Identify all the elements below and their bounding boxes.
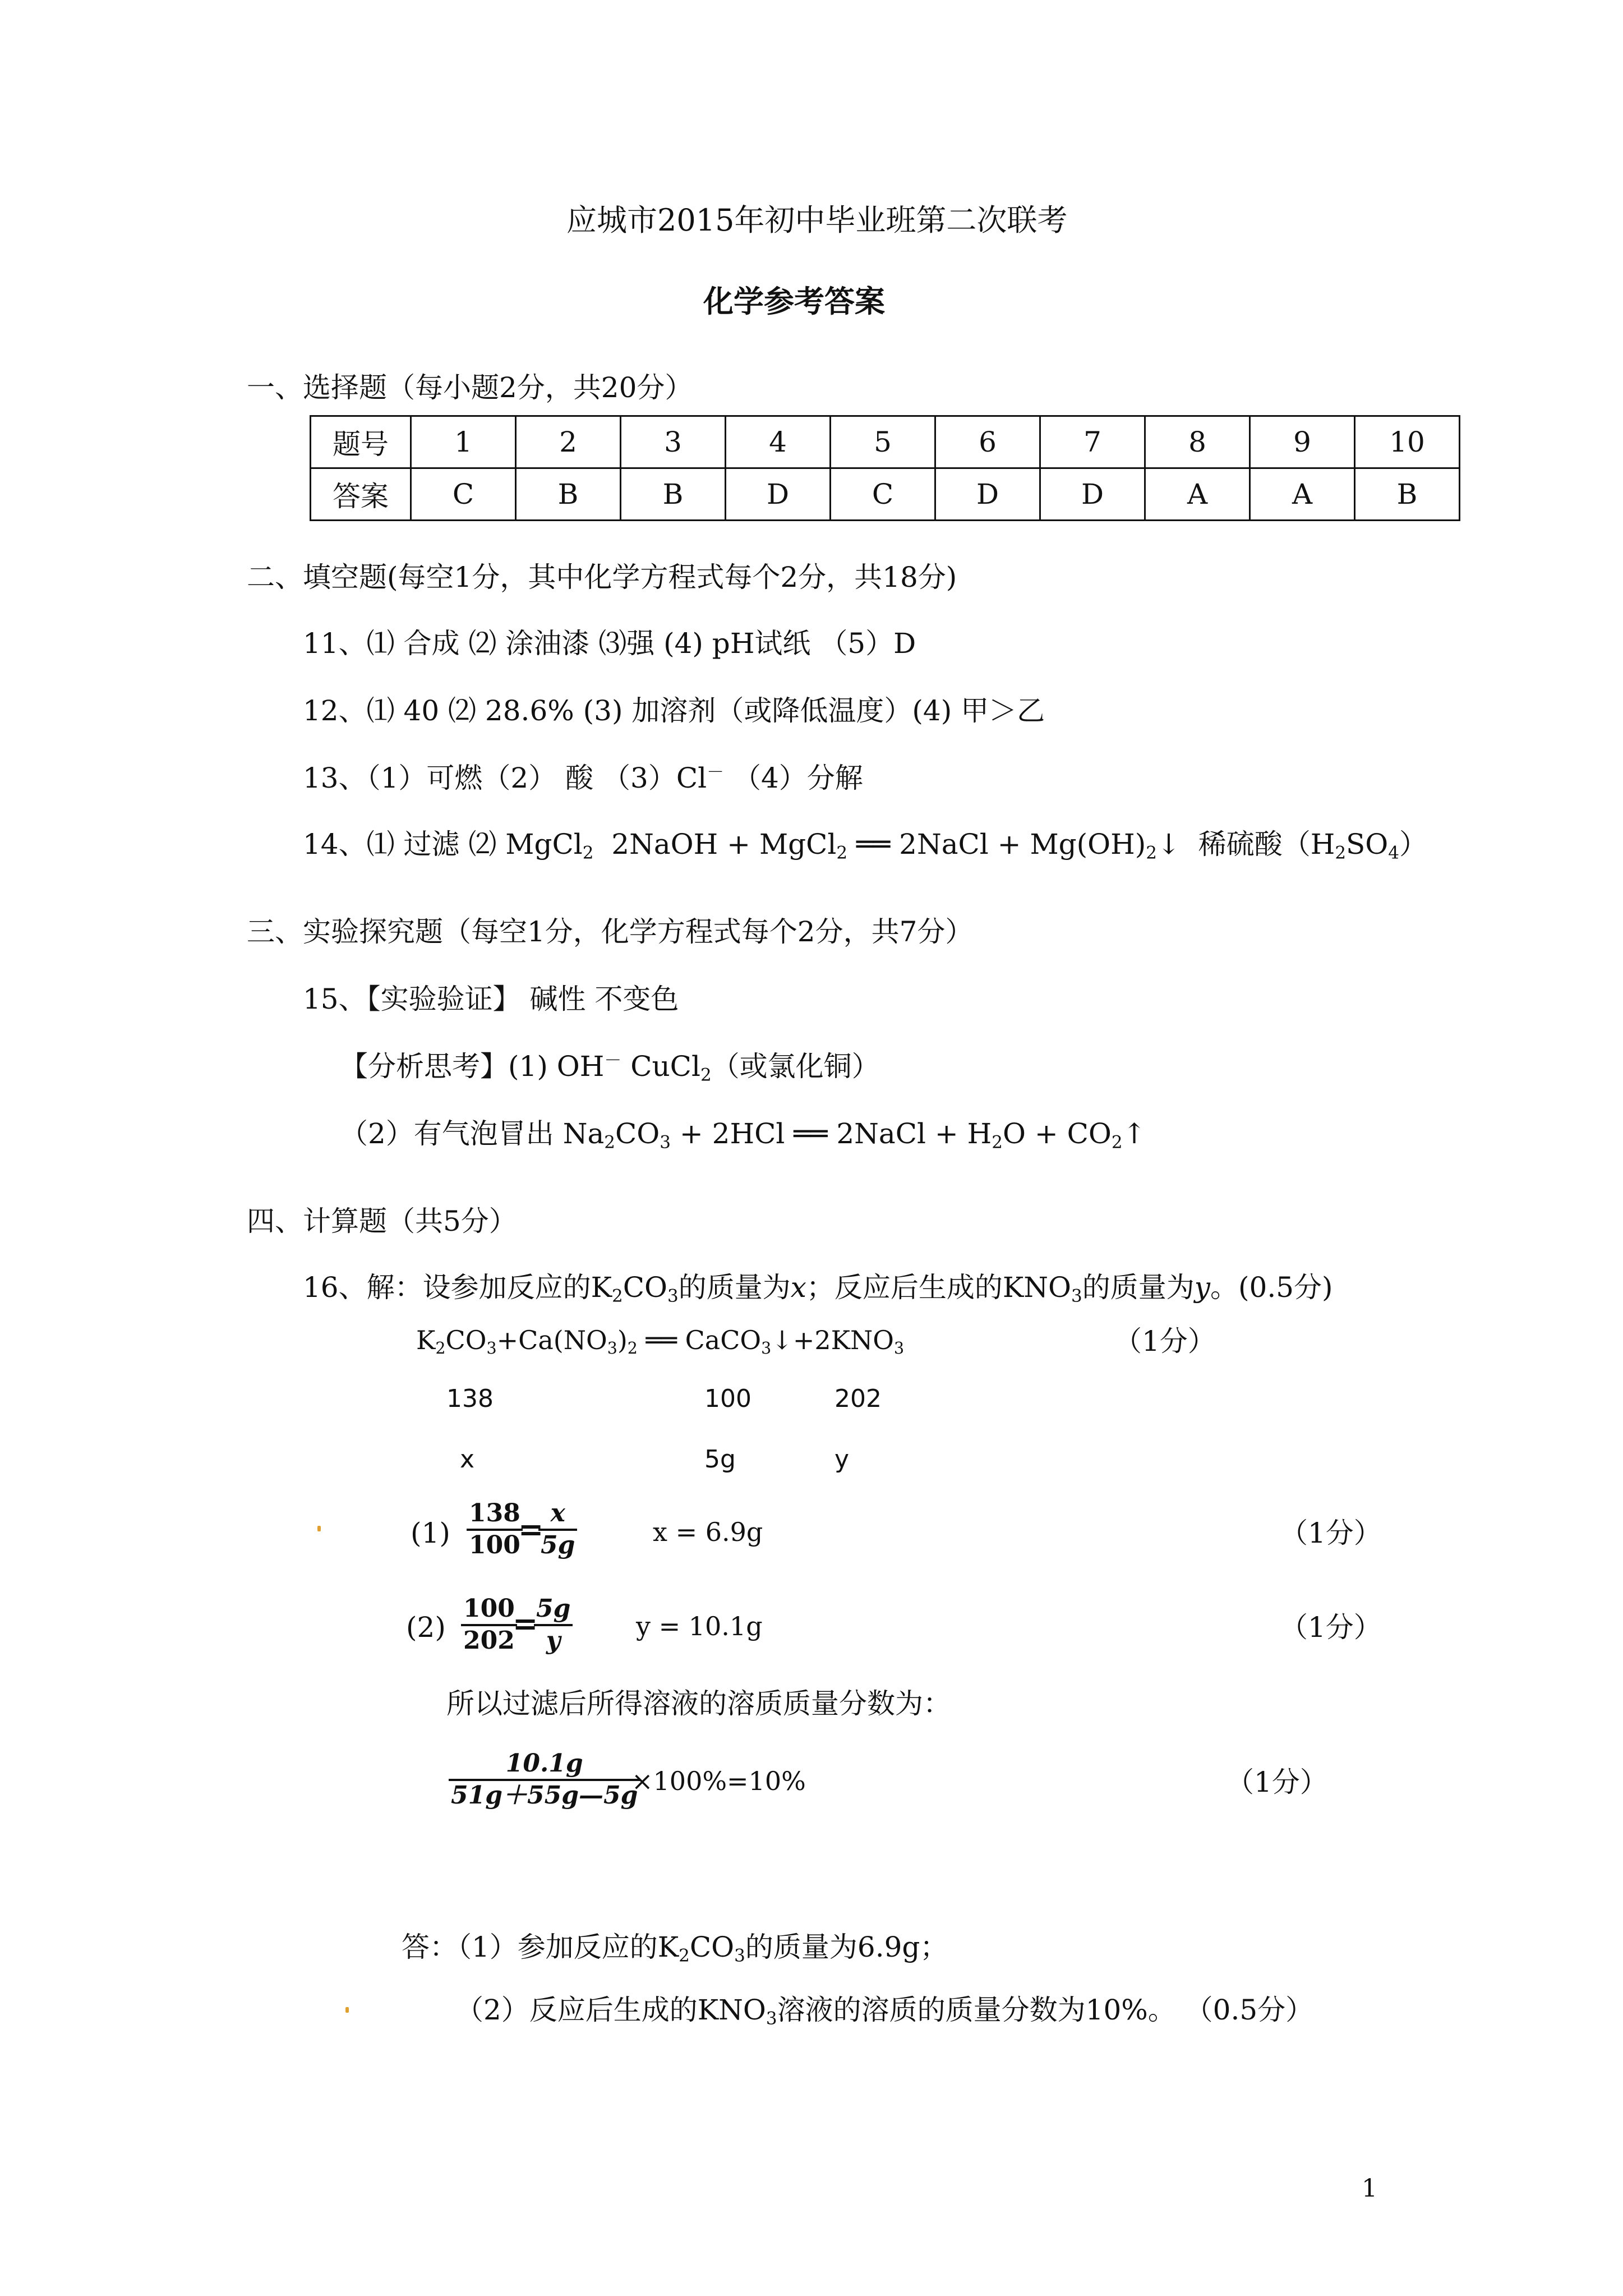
fraction: x 5g	[538, 1499, 577, 1561]
final-score: （1分）	[1226, 1766, 1328, 1798]
step2-result: y = 10.1g	[636, 1611, 763, 1641]
ratio-value: 202	[834, 1384, 882, 1413]
table-cell: B	[516, 468, 621, 521]
step1-label: (1)	[411, 1517, 450, 1549]
section2-heading: 二、填空题(每空1分，其中化学方程式每个2分，共18分)	[247, 561, 957, 593]
answer-table	[310, 415, 1460, 521]
table-cell: 2	[516, 416, 621, 468]
table-cell: D	[935, 468, 1040, 521]
row-label-answer: 答案	[311, 468, 411, 521]
reaction-equation: $K_2CO_3+Ca(NO_3)_2$ ══ $CaCO_3↓+2KNO_3$	[416, 1325, 905, 1358]
gas-arrow-icon: ↑	[1122, 1117, 1146, 1150]
section1-heading: 一、选择题（每小题2分，共20分）	[247, 371, 693, 404]
ratio-value: 5g	[704, 1445, 736, 1474]
final-answer-1: 答：（1）参加反应的$K_2CO_3$的质量为6.9g；	[402, 1931, 948, 1966]
conclusion-intro: 所以过滤后所得溶液的溶质质量分数为：	[446, 1687, 951, 1720]
fraction: 138 100	[467, 1499, 523, 1561]
ink-dot	[345, 2007, 349, 2013]
answer-15-line3: （2）有气泡冒出 $Na_2CO_3 + 2HCl$ ══ 2NaCl + $H_2O$ + $CO_2↑$	[340, 1117, 1146, 1153]
answer-14: 14、⑴ 过滤 ⑵ MgCl$_2$ 2NaOH + MgCl$_2$ ══ 2NaCl + $Mg(OH)_2$ ↓ 稀硫酸$(H_2SO_4)$	[303, 830, 1427, 858]
ratio-value: 138	[446, 1384, 494, 1413]
final-fraction: 10.1g 51g＋55g—5g	[449, 1749, 640, 1811]
ratio-value: x	[460, 1445, 475, 1474]
table-cell: 1	[411, 416, 516, 468]
answer-15-line1: 15、【实验验证】 碱性 不变色	[303, 983, 679, 1015]
answer-12: 12、⑴ 40 ⑵ 28.6% (3) 加溶剂（或降低温度）(4) 甲＞乙	[303, 694, 1045, 727]
table-row-numbers	[311, 416, 1460, 468]
table-cell: A	[1145, 468, 1250, 521]
step2-label: (2)	[406, 1611, 446, 1644]
table-cell: D	[1040, 468, 1145, 521]
section4-heading: 四、计算题（共5分）	[247, 1205, 517, 1237]
final-result: ×100%=10%	[631, 1766, 806, 1796]
precipitate-arrow-icon: ↓	[771, 1325, 793, 1355]
precipitate-arrow-icon	[1157, 828, 1181, 861]
table-cell: 5	[831, 416, 935, 468]
final-answer-2: （2）反应后生成的$KNO_3$溶液的溶质的质量分数为10%。 （0.5分）	[455, 1994, 1314, 2029]
ratio-value: 100	[704, 1384, 751, 1413]
page-number: 1	[1362, 2174, 1377, 2203]
table-cell: 10	[1355, 416, 1460, 468]
table-cell: A	[1250, 468, 1355, 521]
ratio-value: y	[834, 1445, 850, 1474]
table-cell: C	[411, 468, 516, 521]
step1-score: （1分）	[1280, 1517, 1382, 1549]
step2-score: （1分）	[1280, 1611, 1382, 1644]
answer-11: 11、⑴ 合成 ⑵ 涂油漆 ⑶强 (4) pH试纸 （5）D	[303, 627, 916, 660]
answer-15-line2: 【分析思考】(1) OH－ CuCl$_2$（或氯化铜）	[340, 1050, 880, 1085]
table-cell: 4	[726, 416, 831, 468]
table-cell: 9	[1250, 416, 1355, 468]
page-title: 应城市2015年初中毕业班第二次联考	[566, 203, 1068, 238]
equation-score: （1分）	[1114, 1325, 1216, 1358]
equals-sign: =	[518, 1511, 544, 1547]
table-cell: 8	[1145, 416, 1250, 468]
page-subtitle: 化学参考答案	[703, 283, 885, 319]
solution-setup: 16、解：设参加反应的$K_2CO_3$的质量为x；反应后生成的$KNO_3$的质量为y。(0.5分)	[303, 1271, 1333, 1306]
table-cell: B	[1355, 468, 1460, 521]
table-cell: 6	[935, 416, 1040, 468]
section3-heading: 三、实验探究题（每空1分，化学方程式每个2分，共7分）	[247, 915, 974, 948]
fraction: 5g y	[534, 1594, 573, 1656]
equals-sign: =	[513, 1605, 538, 1641]
table-row-answers	[311, 468, 1460, 521]
table-cell: C	[831, 468, 935, 521]
table-cell: 7	[1040, 416, 1145, 468]
table-cell: D	[726, 468, 831, 521]
fraction: 100 202	[461, 1594, 517, 1656]
row-label-number: 题号	[311, 416, 411, 468]
ink-dot	[317, 1526, 321, 1531]
table-cell: 3	[621, 416, 726, 468]
table-cell: B	[621, 468, 726, 521]
step1-result: x = 6.9g	[653, 1517, 763, 1547]
answer-13: 13、（1）可燃（2） 酸 （3）Cl－ （4）分解	[303, 762, 863, 794]
